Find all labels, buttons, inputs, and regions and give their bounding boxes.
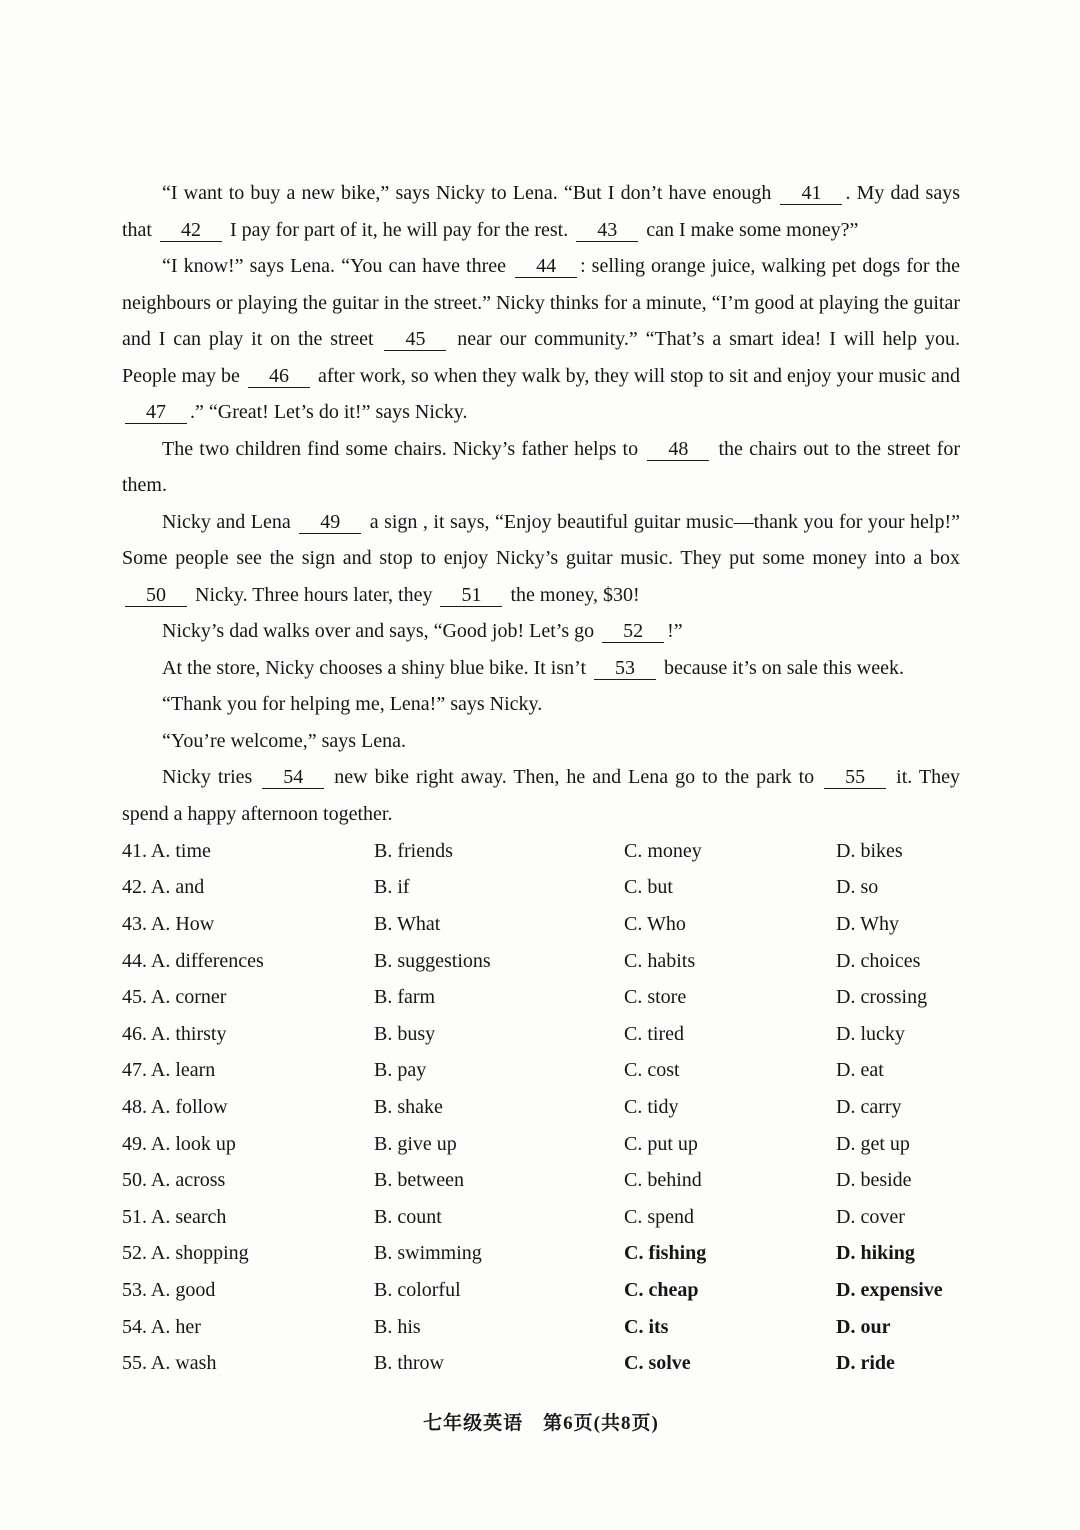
- question-option-b: B. give up: [374, 1132, 457, 1155]
- blank-48: 48: [647, 439, 709, 461]
- question-option-b: B. What: [374, 912, 441, 935]
- question-option-d: D. our: [836, 1315, 891, 1338]
- question-option-c: C. fishing: [624, 1242, 707, 1265]
- question-option-c: C. Who: [624, 912, 686, 935]
- question-option-a: 44. A. differences: [122, 949, 264, 972]
- blank-41: 41: [780, 183, 842, 205]
- page-footer: [122, 1408, 960, 1435]
- question-row-46: [122, 1016, 960, 1053]
- question-option-d: D. get up: [836, 1132, 910, 1155]
- passage-paragraph: Nicky and Lena 49 a sign , it says, “Enjoy beautiful guitar music—thank you for your help!” Some people see the sign and stop to enjoy Nicky’s guitar music. They put some money into a box 50 Nicky. Three hours later, they 51 the money, $30!: [122, 510, 960, 606]
- question-option-d: D. beside: [836, 1169, 912, 1192]
- question-option-a: 49. A. look up: [122, 1132, 236, 1155]
- question-option-a: 53. A. good: [122, 1278, 216, 1301]
- question-option-b: B. his: [374, 1315, 421, 1338]
- blank-55: 55: [824, 767, 886, 789]
- question-option-a: 55. A. wash: [122, 1352, 217, 1375]
- blank-49: 49: [299, 512, 361, 534]
- question-option-d: D. eat: [836, 1059, 884, 1082]
- question-option-b: B. swimming: [374, 1242, 482, 1265]
- question-option-d: D. choices: [836, 949, 921, 972]
- question-row-52: [122, 1236, 960, 1273]
- question-row-42: [122, 870, 960, 907]
- question-row-44: [122, 943, 960, 980]
- blank-54: 54: [262, 767, 324, 789]
- question-option-c: C. money: [624, 839, 702, 862]
- question-option-a: 50. A. across: [122, 1169, 226, 1192]
- blank-47: 47: [125, 402, 187, 424]
- passage-paragraph: “You’re welcome,” says Lena.: [162, 729, 406, 752]
- blank-44: 44: [515, 256, 577, 278]
- passage-paragraph: “Thank you for helping me, Lena!” says Nicky.: [162, 693, 543, 715]
- question-option-a: 51. A. search: [122, 1205, 227, 1228]
- question-row-43: [122, 906, 960, 943]
- question-option-b: B. suggestions: [374, 949, 491, 972]
- question-option-c: C. behind: [624, 1169, 702, 1192]
- question-option-a: 54. A. her: [122, 1315, 201, 1338]
- blank-52: 52: [602, 621, 664, 643]
- blank-53: 53: [594, 658, 656, 680]
- question-option-c: C. tired: [624, 1022, 684, 1045]
- blank-51: 51: [440, 585, 502, 607]
- footer-text: 七年级英语 第6页(共8页): [423, 1412, 659, 1434]
- question-option-d: D. Why: [836, 912, 899, 935]
- passage-paragraph: Nicky tries 54 new bike right away. Then, he and Lena go to the park to 55 it. They spend a happy afternoon together.: [122, 766, 960, 825]
- question-option-c: C. tidy: [624, 1095, 679, 1118]
- question-option-d: D. lucky: [836, 1022, 905, 1045]
- passage-paragraph: At the store, Nicky chooses a shiny blue bike. It isn’t 53 because it’s on sale this week.: [162, 656, 904, 679]
- question-option-c: C. put up: [624, 1132, 698, 1155]
- question-option-a: 46. A. thirsty: [122, 1022, 227, 1045]
- passage-paragraph: “I want to buy a new bike,” says Nicky to Lena. “But I don’t have enough 41 . My dad says that 42 I pay for part of it, he will pay for the rest. 43 can I make some money?”: [122, 182, 961, 241]
- question-option-c: C. spend: [624, 1205, 694, 1228]
- question-option-b: B. if: [374, 876, 410, 899]
- blank-42: 42: [160, 220, 222, 242]
- question-option-c: C. solve: [624, 1352, 691, 1375]
- blank-43: 43: [576, 220, 638, 242]
- question-option-d: D. crossing: [836, 986, 928, 1009]
- question-option-c: C. habits: [624, 949, 696, 972]
- blank-45: 45: [384, 329, 446, 351]
- question-option-c: C. cost: [624, 1059, 680, 1082]
- question-option-c: C. store: [624, 986, 687, 1009]
- question-option-c: C. cheap: [624, 1278, 699, 1301]
- question-option-b: B. friends: [374, 839, 453, 862]
- question-option-a: 47. A. learn: [122, 1059, 216, 1082]
- question-row-55: [122, 1345, 960, 1382]
- question-option-b: B. count: [374, 1205, 442, 1228]
- question-row-54: [122, 1309, 960, 1346]
- question-option-a: 48. A. follow: [122, 1095, 228, 1118]
- question-row-48: [122, 1089, 960, 1126]
- cloze-passage: [122, 175, 960, 832]
- question-option-d: D. hiking: [836, 1242, 915, 1265]
- passage-paragraph: “I know!” says Lena. “You can have three 44 : selling orange juice, walking pet dogs for the neighbours or playing the guitar in the street.” Nicky thinks for a minute, “I’m good at playing the guitar and I can play it on the street 45 near our community.” “That’s a smart idea! I will help you. People may be 46 after work, so when they walk by, they will stop to sit and enjoy your music and 47 .” “Great! Let’s do it!” says Nicky.: [122, 255, 961, 423]
- question-option-b: B. pay: [374, 1059, 427, 1082]
- question-option-b: B. colorful: [374, 1278, 461, 1301]
- question-row-41: [122, 833, 960, 870]
- passage-paragraph: The two children find some chairs. Nicky’s father helps to 48 the chairs out to the street for them.: [122, 437, 960, 496]
- options-list: [122, 833, 960, 1382]
- question-row-51: [122, 1199, 960, 1236]
- question-option-b: B. shake: [374, 1095, 443, 1118]
- question-option-a: 41. A. time: [122, 839, 211, 862]
- question-option-c: C. but: [624, 876, 673, 899]
- question-option-b: B. between: [374, 1169, 464, 1192]
- question-option-d: D. bikes: [836, 839, 903, 862]
- question-option-d: D. so: [836, 876, 879, 899]
- question-row-50: [122, 1162, 960, 1199]
- question-option-a: 45. A. corner: [122, 986, 227, 1009]
- question-option-b: B. busy: [374, 1022, 436, 1045]
- question-option-c: C. its: [624, 1315, 669, 1338]
- question-option-a: 52. A. shopping: [122, 1242, 249, 1265]
- question-option-a: 43. A. How: [122, 912, 215, 935]
- question-row-45: [122, 979, 960, 1016]
- question-row-47: [122, 1053, 960, 1090]
- blank-46: 46: [248, 366, 310, 388]
- question-option-b: B. farm: [374, 986, 436, 1009]
- question-option-d: D. carry: [836, 1095, 902, 1118]
- question-option-b: B. throw: [374, 1352, 444, 1375]
- question-row-53: [122, 1272, 960, 1309]
- question-option-d: D. ride: [836, 1352, 895, 1375]
- question-option-d: D. expensive: [836, 1278, 943, 1301]
- question-option-a: 42. A. and: [122, 876, 205, 899]
- passage-paragraph: Nicky’s dad walks over and says, “Good job! Let’s go 52 !”: [162, 620, 683, 642]
- blank-50: 50: [125, 585, 187, 607]
- question-row-49: [122, 1126, 960, 1163]
- question-option-d: D. cover: [836, 1205, 905, 1228]
